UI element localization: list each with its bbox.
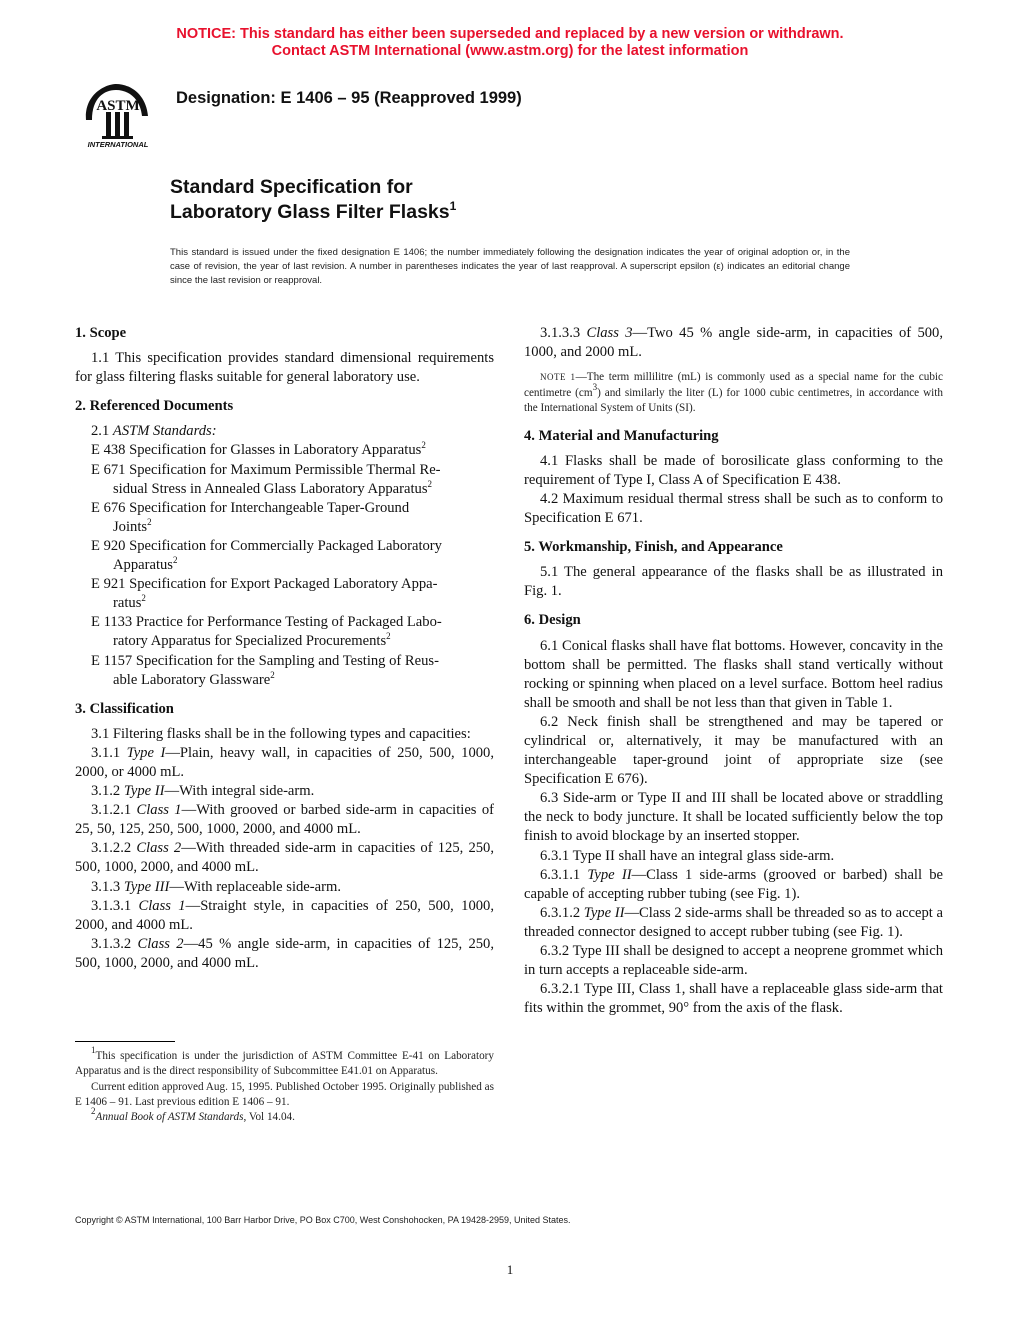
paragraph: 6.1 Conical flasks shall have flat bottoms. However, concavity in the bottom shall be permitted. The flasks shall stand vertically without rocking or spinning when placed on a level surface. Bottom heel radius shall be smooth and shall be not less than that given in Table 1. xyxy=(524,637,943,711)
paragraph: 3.1.2.1 Class 1—With grooved or barbed side-arm in capacities of 25, 50, 125, 250, 500, 1000, 2000, and 4000 mL. xyxy=(75,802,494,838)
paragraph: 3.1.3 Type III—With replaceable side-arm. xyxy=(91,878,341,895)
paragraph: 6.3.1 Type II shall have an integral glass side-arm. xyxy=(540,847,835,864)
section-heading: 4. Material and Manufacturing xyxy=(524,427,719,444)
footnote-1: $^1$This specification is under the jurisdiction of ASTM Committee E-41 on Laboratory Apparatus and is the direct responsibility of Subcommittee E41.01 on Apparatus. xyxy=(75,1045,494,1078)
paragraph: 3.1.3.3 Class 3—Two 45 % angle side-arm, in capacities of 500, 1000, and 2000 mL. xyxy=(524,325,944,361)
footnote-rule xyxy=(75,1041,175,1042)
section-heading: 2. Referenced Documents xyxy=(75,398,234,415)
footnote-2: $^2$Annual Book of ASTM Standards, Vol 14.04. xyxy=(91,1106,295,1124)
notice-line-2: Contact ASTM International (www.astm.org) for the latest information xyxy=(271,43,749,59)
reference-item: E 676 Specification for Interchangeable Taper-Ground Joints$^2$ xyxy=(91,499,410,535)
paragraph: 3.1 Filtering flasks shall be in the following types and capacities: xyxy=(91,725,471,742)
paragraph: 6.3.2.1 Type III, Class 1, shall have a replaceable glass side-arm that fits within the grommet, 90° from the axis of the flask. xyxy=(524,981,943,1017)
document-title xyxy=(170,175,456,225)
reference-item: E 671 Specification for Maximum Permissible Thermal Re- sidual Stress in Annealed Glass Laboratory Apparatus$^2$ xyxy=(91,461,441,497)
footnote-1-continued: Current edition approved Aug. 15, 1995. Published October 1995. Originally published as E 1406 – 91. Last previous edition E 1406 – 91. xyxy=(75,1080,494,1108)
section-heading: 5. Workmanship, Finish, and Appearance xyxy=(524,539,783,556)
paragraph: 6.2 Neck finish shall be strengthened and may be tapered or cylindrical or, alternatively, it may be manufactured with an interchangeable taper-ground joint of appropriate size (see Specification E 676). xyxy=(524,713,943,788)
paragraph: 6.3.1.2 Type II—Class 2 side-arms shall be threaded so as to accept a threaded connector designed to accept rubber tubing (see Fig. 1). xyxy=(524,904,943,940)
reference-item: E 920 Specification for Commercially Packaged Laboratory Apparatus$^2$ xyxy=(91,537,442,574)
logo-letters: ASTM xyxy=(96,98,140,114)
section-heading: 3. Classification xyxy=(75,700,174,717)
paragraph: 3.1.3.1 Class 1—Straight style, in capacities of 250, 500, 1000, 2000, and 4000 mL. xyxy=(75,897,494,933)
reference-item: E 921 Specification for Export Packaged Laboratory Appa- ratus$^2$ xyxy=(91,576,438,612)
paragraph: 2.1 ASTM Standards: xyxy=(91,423,217,440)
section-heading: 6. Design xyxy=(524,612,581,629)
preamble: This standard is issued under the fixed designation E 1406; the number immediately following the designation indicates the year of original adoption or, in the case of revision, the year of last revision. A number in parentheses indicates the year of last reapproval. A superscript epsilon (ε) indicates an editorial change since the last revision or reapproval. xyxy=(170,247,850,286)
paragraph: 3.1.1 Type I—Plain, heavy wall, in capacities of 250, 500, 1000, 2000, or 4000 mL. xyxy=(75,744,494,780)
left-column xyxy=(75,324,494,973)
note-1: NOTE 1—The term millilitre (mL) is commonly used as a special name for the cubic centimetre $(cm^3)$ and similarly the liter (L) for 1000 cubic centimetres, in accordance with the International System of Units (SI). xyxy=(524,371,943,415)
reference-item: E 1157 Specification for the Sampling and Testing of Reus- able Laboratory Glassware$^2$ xyxy=(91,652,439,688)
reference-item: E 438 Specification for Glasses in Laboratory Apparatus$^2$ xyxy=(91,440,426,459)
paragraph: 4.1 Flasks shall be made of borosilicate glass conforming to the requirement of Type I, Class A of Specification E 438. xyxy=(524,452,943,488)
right-column xyxy=(524,324,943,1018)
paragraph: 3.1.2 Type II—With integral side-arm. xyxy=(91,783,315,800)
title-footnote-mark: 1 xyxy=(449,199,457,213)
title-line-1: Standard Specification for xyxy=(170,176,413,198)
paragraph: 6.3 Side-arm or Type II and III shall be located above or straddling the neck to body juncture. It shall be located sufficiently below the top finish to avoid blockage by an inserted stopper. xyxy=(524,790,943,845)
reference-list xyxy=(75,441,494,689)
footnotes xyxy=(75,1045,494,1125)
astm-logo xyxy=(76,76,160,148)
copyright: Copyright © ASTM International, 100 Barr Harbor Drive, PO Box C700, West Conshohocken, PA 19428-2959, United States. xyxy=(75,1215,571,1225)
paragraph: 6.3.2 Type III shall be designed to accept a neoprene grommet which in turn accepts a replaceable side-arm. xyxy=(524,943,943,979)
paragraph: 3.1.2.2 Class 2—With threaded side-arm in capacities of 125, 250, 500, 1000, 2000, and 4000 mL. xyxy=(75,840,495,876)
paragraph: 1.1 This specification provides standard dimensional requirements for glass filtering flasks suitable for general laboratory use. xyxy=(75,350,494,386)
withdrawal-notice xyxy=(0,26,1020,60)
logo-caption: INTERNATIONAL xyxy=(87,140,149,148)
paragraph: 5.1 The general appearance of the flasks shall be as illustrated in Fig. 1. xyxy=(524,564,943,600)
title-line-2: Laboratory Glass Filter Flasks xyxy=(170,201,450,223)
section-heading: 1. Scope xyxy=(75,325,127,341)
paragraph: 6.3.1.1 Type II—Class 1 side-arms (grooved or barbed) shall be capable of accepting rubber tubing (see Fig. 1). xyxy=(524,866,944,902)
notice-line-1: NOTICE: This standard has either been superseded and replaced by a new version or withdrawn. xyxy=(176,26,844,42)
page-number: 1 xyxy=(506,1262,514,1277)
paragraph: 4.2 Maximum residual thermal stress shall be such as to conform to Specification E 671. xyxy=(524,490,943,527)
reference-item: E 1133 Practice for Performance Testing of Packaged Labo- ratory Apparatus for Specialized Procurements$^2$ xyxy=(91,614,442,650)
paragraph: 3.1.3.2 Class 2—45 % angle side-arm, in capacities of 125, 250, 500, 1000, 2000, and 4000 mL. xyxy=(75,935,494,971)
designation: Designation: E 1406 – 95 (Reapproved 1999) xyxy=(176,89,522,107)
